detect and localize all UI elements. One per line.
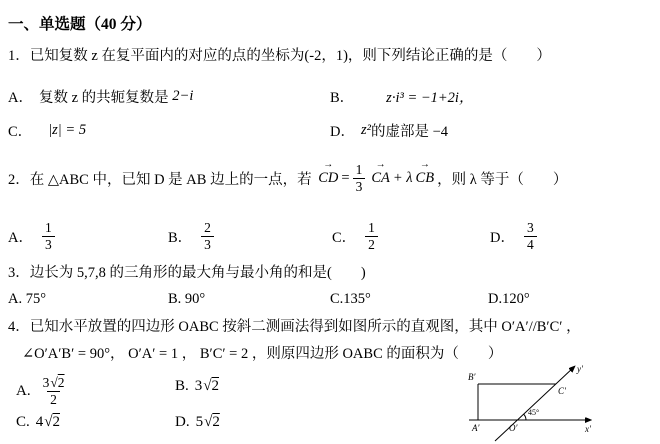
angle-arc (524, 414, 527, 420)
equals-sign: = (341, 169, 350, 186)
question-1-stem: 1．已知复数 z 在复平面内的对应的点的坐标为(-2，1)，则下列结论正确的是（ ） (8, 48, 551, 64)
fraction-denominator: 3 (201, 236, 214, 253)
fraction-numerator: 2 (204, 219, 211, 235)
option-label: D. (175, 414, 190, 430)
q4-option-d (175, 414, 220, 431)
option-label: B. (168, 291, 182, 307)
vector-ca: CA → (371, 170, 390, 187)
fraction-numerator: 1 (368, 219, 375, 235)
q2-option-d (490, 216, 540, 256)
fraction-numerator: 1 (44, 219, 52, 235)
q4-oblique-projection-figure (462, 362, 610, 444)
option-math: z·i³ = −1+2i， (386, 90, 474, 106)
fraction-numerator: 3 (526, 219, 534, 235)
fraction-denominator: 4 (524, 236, 537, 253)
option-label: C． (8, 124, 33, 140)
fraction-denominator: 2 (365, 236, 378, 253)
option-label: A． (8, 229, 33, 246)
sqrt-sign: √ (203, 378, 212, 394)
option-label: A. (16, 382, 31, 399)
y-axis (495, 367, 574, 441)
option-value: 120° (502, 291, 530, 307)
label-o-prime: O′ (509, 423, 518, 433)
q4-option-b (175, 378, 219, 395)
vector-cd: CD → (318, 170, 338, 187)
section-title: 一、单选题（40 分） (8, 16, 152, 33)
q2-option-b (168, 216, 217, 256)
vector-cb: CB → (416, 170, 435, 187)
q1-option-d (330, 120, 448, 141)
fraction-denominator: 3 (353, 178, 366, 195)
option-label: B． (168, 229, 193, 246)
q2-option-a (8, 216, 58, 256)
stem-text: ，则 λ 等于（ ） (437, 171, 568, 188)
fraction (40, 375, 68, 407)
option-label: A. (8, 291, 23, 307)
fraction-numerator: 1 (355, 161, 363, 177)
option-label: A． (8, 90, 33, 106)
option-value: 75° (25, 291, 47, 307)
plus-lambda: + λ (392, 169, 413, 186)
fraction-denominator: 2 (47, 391, 60, 408)
fraction (42, 220, 55, 252)
option-label: B. (175, 378, 189, 394)
option-label: C． (332, 229, 357, 246)
q1-option-a (8, 86, 193, 107)
label-c-prime: C′ (558, 386, 566, 396)
option-text: 复数 z 的共轭复数是 (38, 90, 169, 106)
sqrt-coefficient: 3 (42, 374, 50, 390)
sqrt-radicand: 2 (57, 374, 65, 390)
option-label: C. (16, 414, 30, 430)
sqrt-coefficient: 3 (194, 378, 203, 394)
sqrt-sign: √ (44, 414, 53, 430)
option-label: B． (330, 90, 355, 106)
q4-option-a (16, 370, 71, 412)
q1-option-c (8, 120, 86, 141)
q2-option-c (332, 216, 381, 256)
q3-option-d (488, 291, 530, 308)
option-math: 2−i (172, 88, 194, 104)
question-4-stem-line2: ∠O′A′B′ = 90°， O′A′ = 1 ， B′C′ = 2 ，则原四边形 OABC 的面积为（ ） (22, 346, 503, 362)
q3-option-c (330, 291, 371, 308)
sqrt-radicand: 2 (52, 414, 60, 430)
option-value: 135° (343, 291, 371, 307)
option-text: 的虚部是 −4 (370, 124, 449, 140)
fraction (365, 220, 378, 252)
option-math: |z| = 5 (48, 122, 87, 138)
option-math: z² (360, 122, 371, 138)
sqrt-sign: √ (204, 414, 213, 430)
question-4-stem-line1: 4．已知水平放置的四边形 OABC 按斜二测画法得到如图所示的直观图，其中 O′A′//B′C′ ， (8, 319, 581, 335)
label-a-prime: A′ (472, 423, 480, 433)
option-label: D． (490, 229, 515, 246)
fraction (353, 162, 366, 194)
fraction (524, 220, 537, 252)
fraction (201, 220, 214, 252)
label-x-axis: x′ (585, 424, 591, 434)
q3-option-b (168, 291, 205, 308)
label-angle-45: 45° (528, 408, 540, 417)
question-2-stem (8, 152, 567, 204)
option-label: D. (488, 291, 503, 307)
option-value: 90° (184, 291, 206, 307)
label-y-axis: y′ (577, 364, 583, 374)
fraction-denominator: 3 (42, 236, 55, 253)
question-3-stem: 3．边长为 5,7,8 的三角形的最大角与最小角的和是( ) (8, 265, 366, 281)
q3-option-a (8, 291, 46, 308)
option-label: C. (330, 291, 344, 307)
q1-option-b (330, 86, 473, 107)
q4-option-c (16, 414, 60, 431)
option-label: D． (330, 124, 355, 140)
label-b-prime: B′ (468, 372, 476, 382)
sqrt-coefficient: 5 (195, 414, 204, 430)
sqrt-sign: √ (50, 374, 58, 390)
sqrt-radicand: 2 (212, 414, 220, 430)
sqrt-coefficient: 4 (35, 414, 44, 430)
stem-text: 2．在 △ABC 中，已知 D 是 AB 边上的一点，若 (8, 171, 312, 188)
sqrt-radicand: 2 (211, 378, 219, 394)
fraction-numerator (40, 375, 68, 391)
